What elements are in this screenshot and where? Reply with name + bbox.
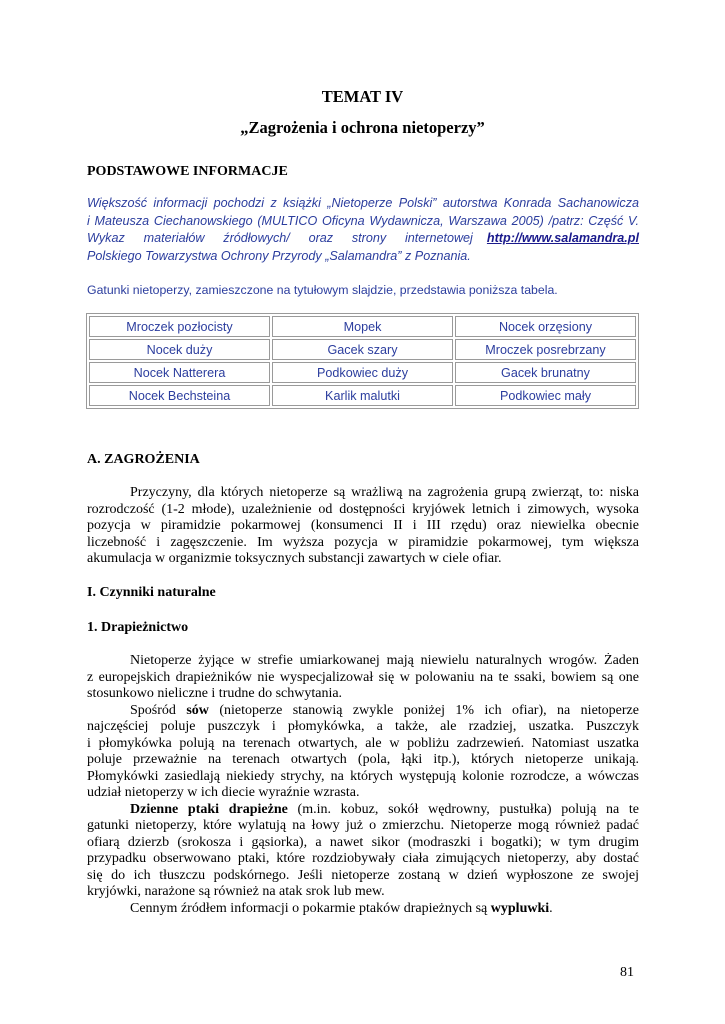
section-basic-heading: PODSTAWOWE INFORMACJE bbox=[87, 164, 288, 179]
text-run: (nietoperze stanowią zwykle poniżej 1% ich ofiar), na nietoperze bbox=[208, 702, 639, 718]
section-1-heading: 1. Drapieżnictwo bbox=[87, 620, 189, 635]
text-line bbox=[87, 703, 639, 720]
text-line: Nietoperze żyjące w strefie umiarkowanej mają niewielu naturalnych wrogów. Żaden bbox=[130, 653, 639, 668]
text-run: . bbox=[549, 900, 553, 916]
table-cell: Mopek bbox=[272, 316, 453, 337]
text-line: Przyczyny, dla których nietoperze są wrażliwą na zagrożenia grupą zwierząt, to: niska bbox=[130, 485, 639, 500]
table-cell: Nocek Natterera bbox=[89, 362, 270, 383]
table-cell: Nocek Bechsteina bbox=[89, 385, 270, 406]
text-line: i płomykówka polują na terenach otwartych, ale w pobliżu zadrzewień. Natomiast uszatka bbox=[87, 735, 639, 751]
text-run: (m.in. kobuz, sokół wędrowny, pustułka) polują na te bbox=[287, 801, 639, 817]
table-cell: Gacek brunatny bbox=[455, 362, 636, 383]
text-line: liczebność i zagęszczenie. Im wyższa pozycja w piramidzie pokarmowej, tym większa bbox=[87, 534, 639, 550]
word: oraz bbox=[308, 231, 334, 245]
table-row bbox=[89, 385, 636, 406]
word: Wykaz bbox=[87, 231, 125, 245]
table-row bbox=[89, 362, 636, 383]
text-line: stosunkowo nieliczne i trudne do schwytania. bbox=[87, 686, 343, 701]
text-line: poluje przeważnie na terenach otwartych (pola, łąki itp.), których nietoperze unikają. bbox=[87, 752, 639, 767]
table-cell: Podkowiec mały bbox=[455, 385, 636, 406]
text-run: Cennym źródłem informacji o pokarmie ptaków drapieżnych są bbox=[130, 900, 491, 916]
text-line bbox=[87, 901, 639, 918]
salamandra-link[interactable]: http://www.salamandra.pl bbox=[486, 231, 639, 245]
text-line: się do ich tłuszczu podskórnego. Jeśli nietoperze zostaną w dzień wypłoszone ze swojej bbox=[87, 867, 639, 883]
table-row bbox=[89, 339, 636, 360]
table-cell: Podkowiec duży bbox=[272, 362, 453, 383]
text-line bbox=[87, 802, 639, 819]
source-note-line bbox=[87, 230, 639, 248]
section-i-heading: I. Czynniki naturalne bbox=[87, 585, 216, 600]
text-line: Płomykówki zasiedlają niekiedy strychy, na których występują kolonie rozrodcze, a wówczas bbox=[87, 768, 639, 784]
table-cell: Karlik malutki bbox=[272, 385, 453, 406]
page-number: 81 bbox=[620, 965, 634, 980]
word: strony bbox=[351, 231, 387, 245]
text-line: kryjówki, narażone są również na atak srok lub mew. bbox=[87, 884, 385, 899]
word: źródłowych/ bbox=[223, 231, 290, 245]
word: materiałów bbox=[143, 231, 205, 245]
text-run: Spośród bbox=[130, 702, 187, 718]
text-line: rozrodczość (1-2 młode), uzależnienie od dostępności kryjówek letnich i zimowych, wysoka bbox=[87, 501, 639, 517]
source-note-line: Większość informacji pochodzi z książki „Nietoperze Polski” autorstwa Konrada Sachanowicza bbox=[87, 196, 639, 210]
owls-term: sów bbox=[186, 702, 209, 718]
topic-title: „Zagrożenia i ochrona nietoperzy” bbox=[240, 118, 485, 137]
source-note-line: Polskiego Towarzystwa Ochrony Przyrody „Salamandra” z Poznania. bbox=[87, 248, 471, 263]
table-cell: Nocek orzęsiony bbox=[455, 316, 636, 337]
species-table bbox=[86, 313, 639, 409]
table-cell: Mroczek posrebrzany bbox=[455, 339, 636, 360]
source-note-text bbox=[87, 230, 473, 248]
source-note bbox=[87, 195, 639, 265]
text-line: gatunki nietoperzy, które wylatują na łowy już o zmierzchu. Nietoperze mogą również padać bbox=[87, 818, 639, 833]
text-line: udział nietoperzy w ich diecie wyraźnie wzrasta. bbox=[87, 785, 360, 800]
word: internetowej bbox=[404, 231, 473, 245]
table-cell: Mroczek pozłocisty bbox=[89, 316, 270, 337]
text-line: akumulacja w organizmie toksycznych substancji zawartych w ciele ofiar. bbox=[87, 551, 502, 566]
text-line: przypadku obserwowano ptaki, które rozdziobywały ciała zimujących nietoperzy, aby dostać bbox=[87, 851, 639, 866]
table-intro: Gatunki nietoperzy, zamieszczone na tytułowym slajdzie, przedstawia poniższa tabela. bbox=[87, 283, 558, 297]
section-a-heading: A. ZAGROŻENIA bbox=[87, 452, 200, 467]
source-note-line: i Mateusza Ciechanowskiego (MULTICO Oficyna Wydawnicza, Warszawa 2005) /patrz: Część V. bbox=[87, 213, 639, 228]
paragraph-predation bbox=[87, 653, 639, 917]
table-row bbox=[89, 316, 636, 337]
table-cell: Gacek szary bbox=[272, 339, 453, 360]
topic-number: TEMAT IV bbox=[321, 87, 404, 106]
raptors-term: Dzienne ptaki drapieżne bbox=[130, 801, 288, 817]
text-line: najczęściej poluje puszczyk i płomykówka, a także, ale rzadziej, uszatka. Puszczyk bbox=[87, 719, 639, 734]
text-line: z europejskich drapieżników nie wyspecjalizował się w polowaniu na te ssaki, bowiem są one bbox=[87, 669, 639, 685]
pellets-term: wypluwki bbox=[490, 900, 550, 916]
text-line: ofiarą dzierzb (srokosza i gąsiorka), a nawet sikor (modraszki i bogatki); w tym drugim bbox=[87, 834, 639, 850]
text-line: pozycja w piramidzie pokarmowej (konsumenci II i III rzędu) oraz niewielka obecnie bbox=[87, 518, 639, 533]
table-cell: Nocek duży bbox=[89, 339, 270, 360]
paragraph-threats bbox=[87, 485, 639, 568]
